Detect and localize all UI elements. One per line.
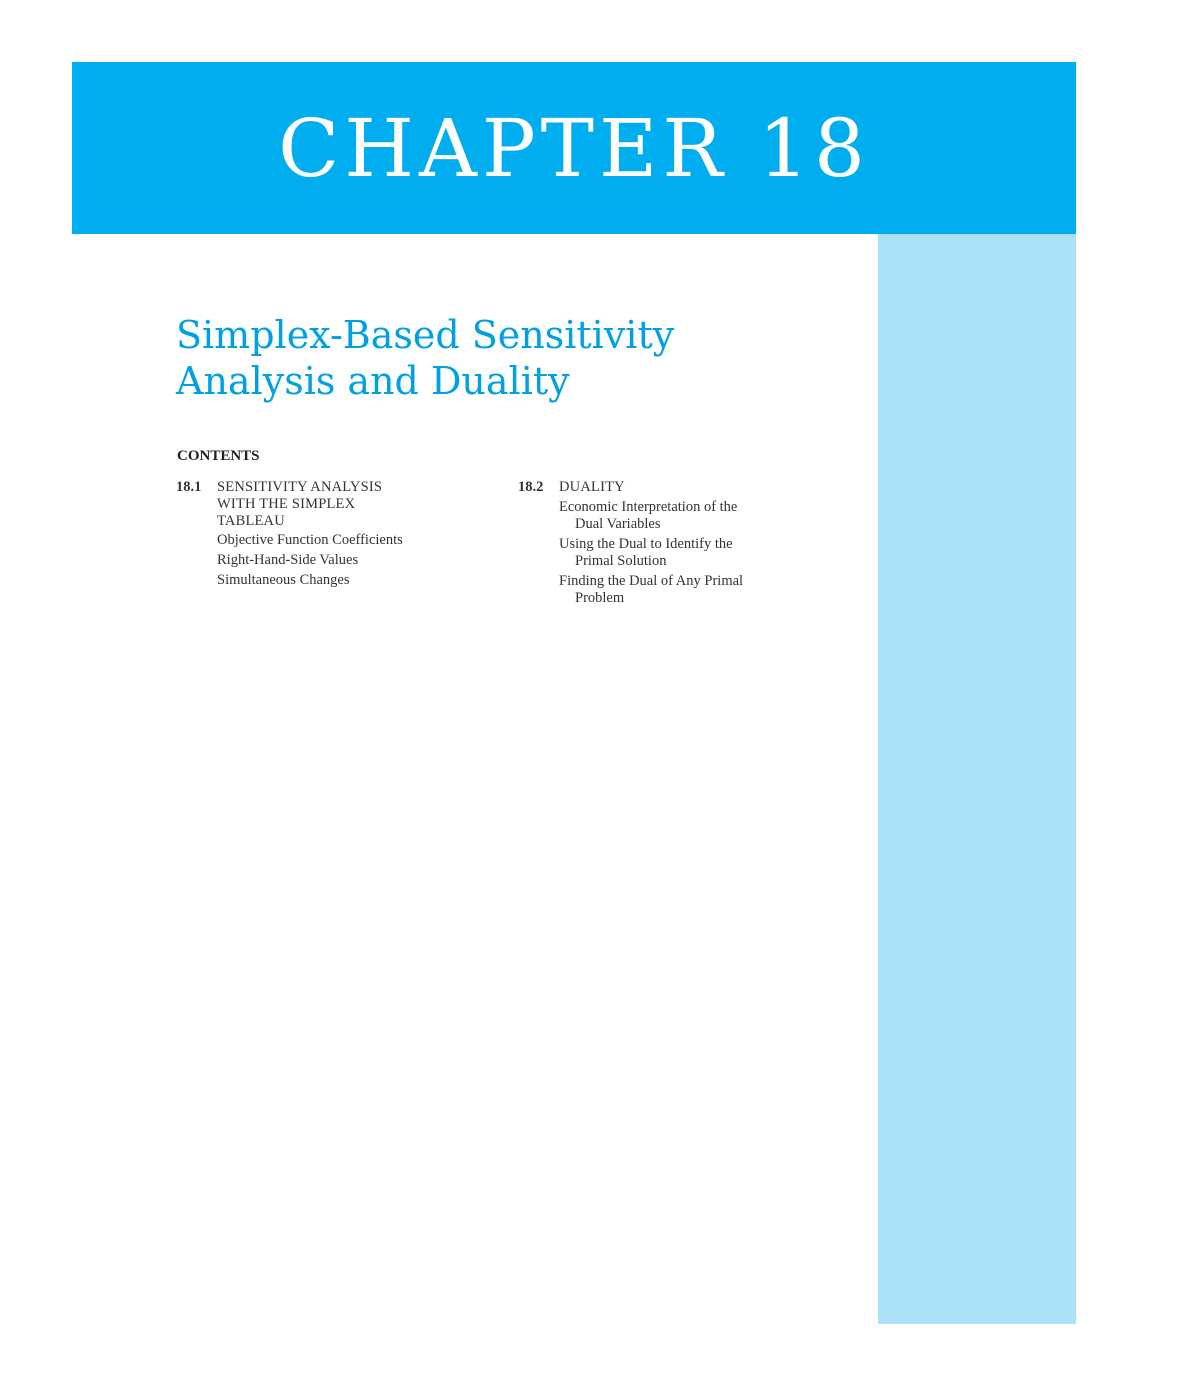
subsection-item xyxy=(559,536,808,570)
side-color-strip xyxy=(878,234,1076,1324)
toc-section-18-1 xyxy=(176,479,466,589)
subsection-item xyxy=(559,573,808,607)
subsection-text: Economic Interpretation of the xyxy=(559,499,738,515)
chapter-subtitle-line-2: Analysis and Duality xyxy=(176,359,570,403)
chapter-title: CHAPTER 18 xyxy=(278,101,870,195)
subsection-text: Objective Function Coefficients xyxy=(217,532,403,548)
section-number: 18.1 xyxy=(176,479,202,495)
subsection-text-continued: Problem xyxy=(575,590,625,606)
section-title-line: TABLEAU xyxy=(217,513,285,529)
chapter-subtitle-line-1: Simplex-Based Sensitivity xyxy=(176,313,675,357)
section-body xyxy=(217,479,466,589)
section-body xyxy=(559,479,808,607)
subsection-text-continued: Dual Variables xyxy=(575,516,661,532)
subsection-text: Right-Hand-Side Values xyxy=(217,552,359,568)
subsection-item xyxy=(217,552,466,569)
toc-section-header xyxy=(176,479,466,589)
contents-heading: CONTENTS xyxy=(177,448,260,464)
section-number: 18.2 xyxy=(518,479,544,495)
section-title-line: DUALITY xyxy=(559,479,625,495)
subsection-item xyxy=(559,499,808,533)
chapter-subtitle xyxy=(176,312,816,404)
subsection-text-continued: Primal Solution xyxy=(575,553,667,569)
chapter-banner xyxy=(72,62,1076,234)
toc-section-18-2 xyxy=(518,479,808,607)
subsection-item xyxy=(217,572,466,589)
toc-section-header xyxy=(518,479,808,607)
subsection-text: Using the Dual to Identify the xyxy=(559,536,733,552)
subsection-text: Finding the Dual of Any Primal xyxy=(559,573,744,589)
section-title-line: WITH THE SIMPLEX xyxy=(217,496,356,512)
section-title-line: SENSITIVITY ANALYSIS xyxy=(217,479,383,495)
subsection-text: Simultaneous Changes xyxy=(217,572,350,588)
subsection-item xyxy=(217,532,466,549)
